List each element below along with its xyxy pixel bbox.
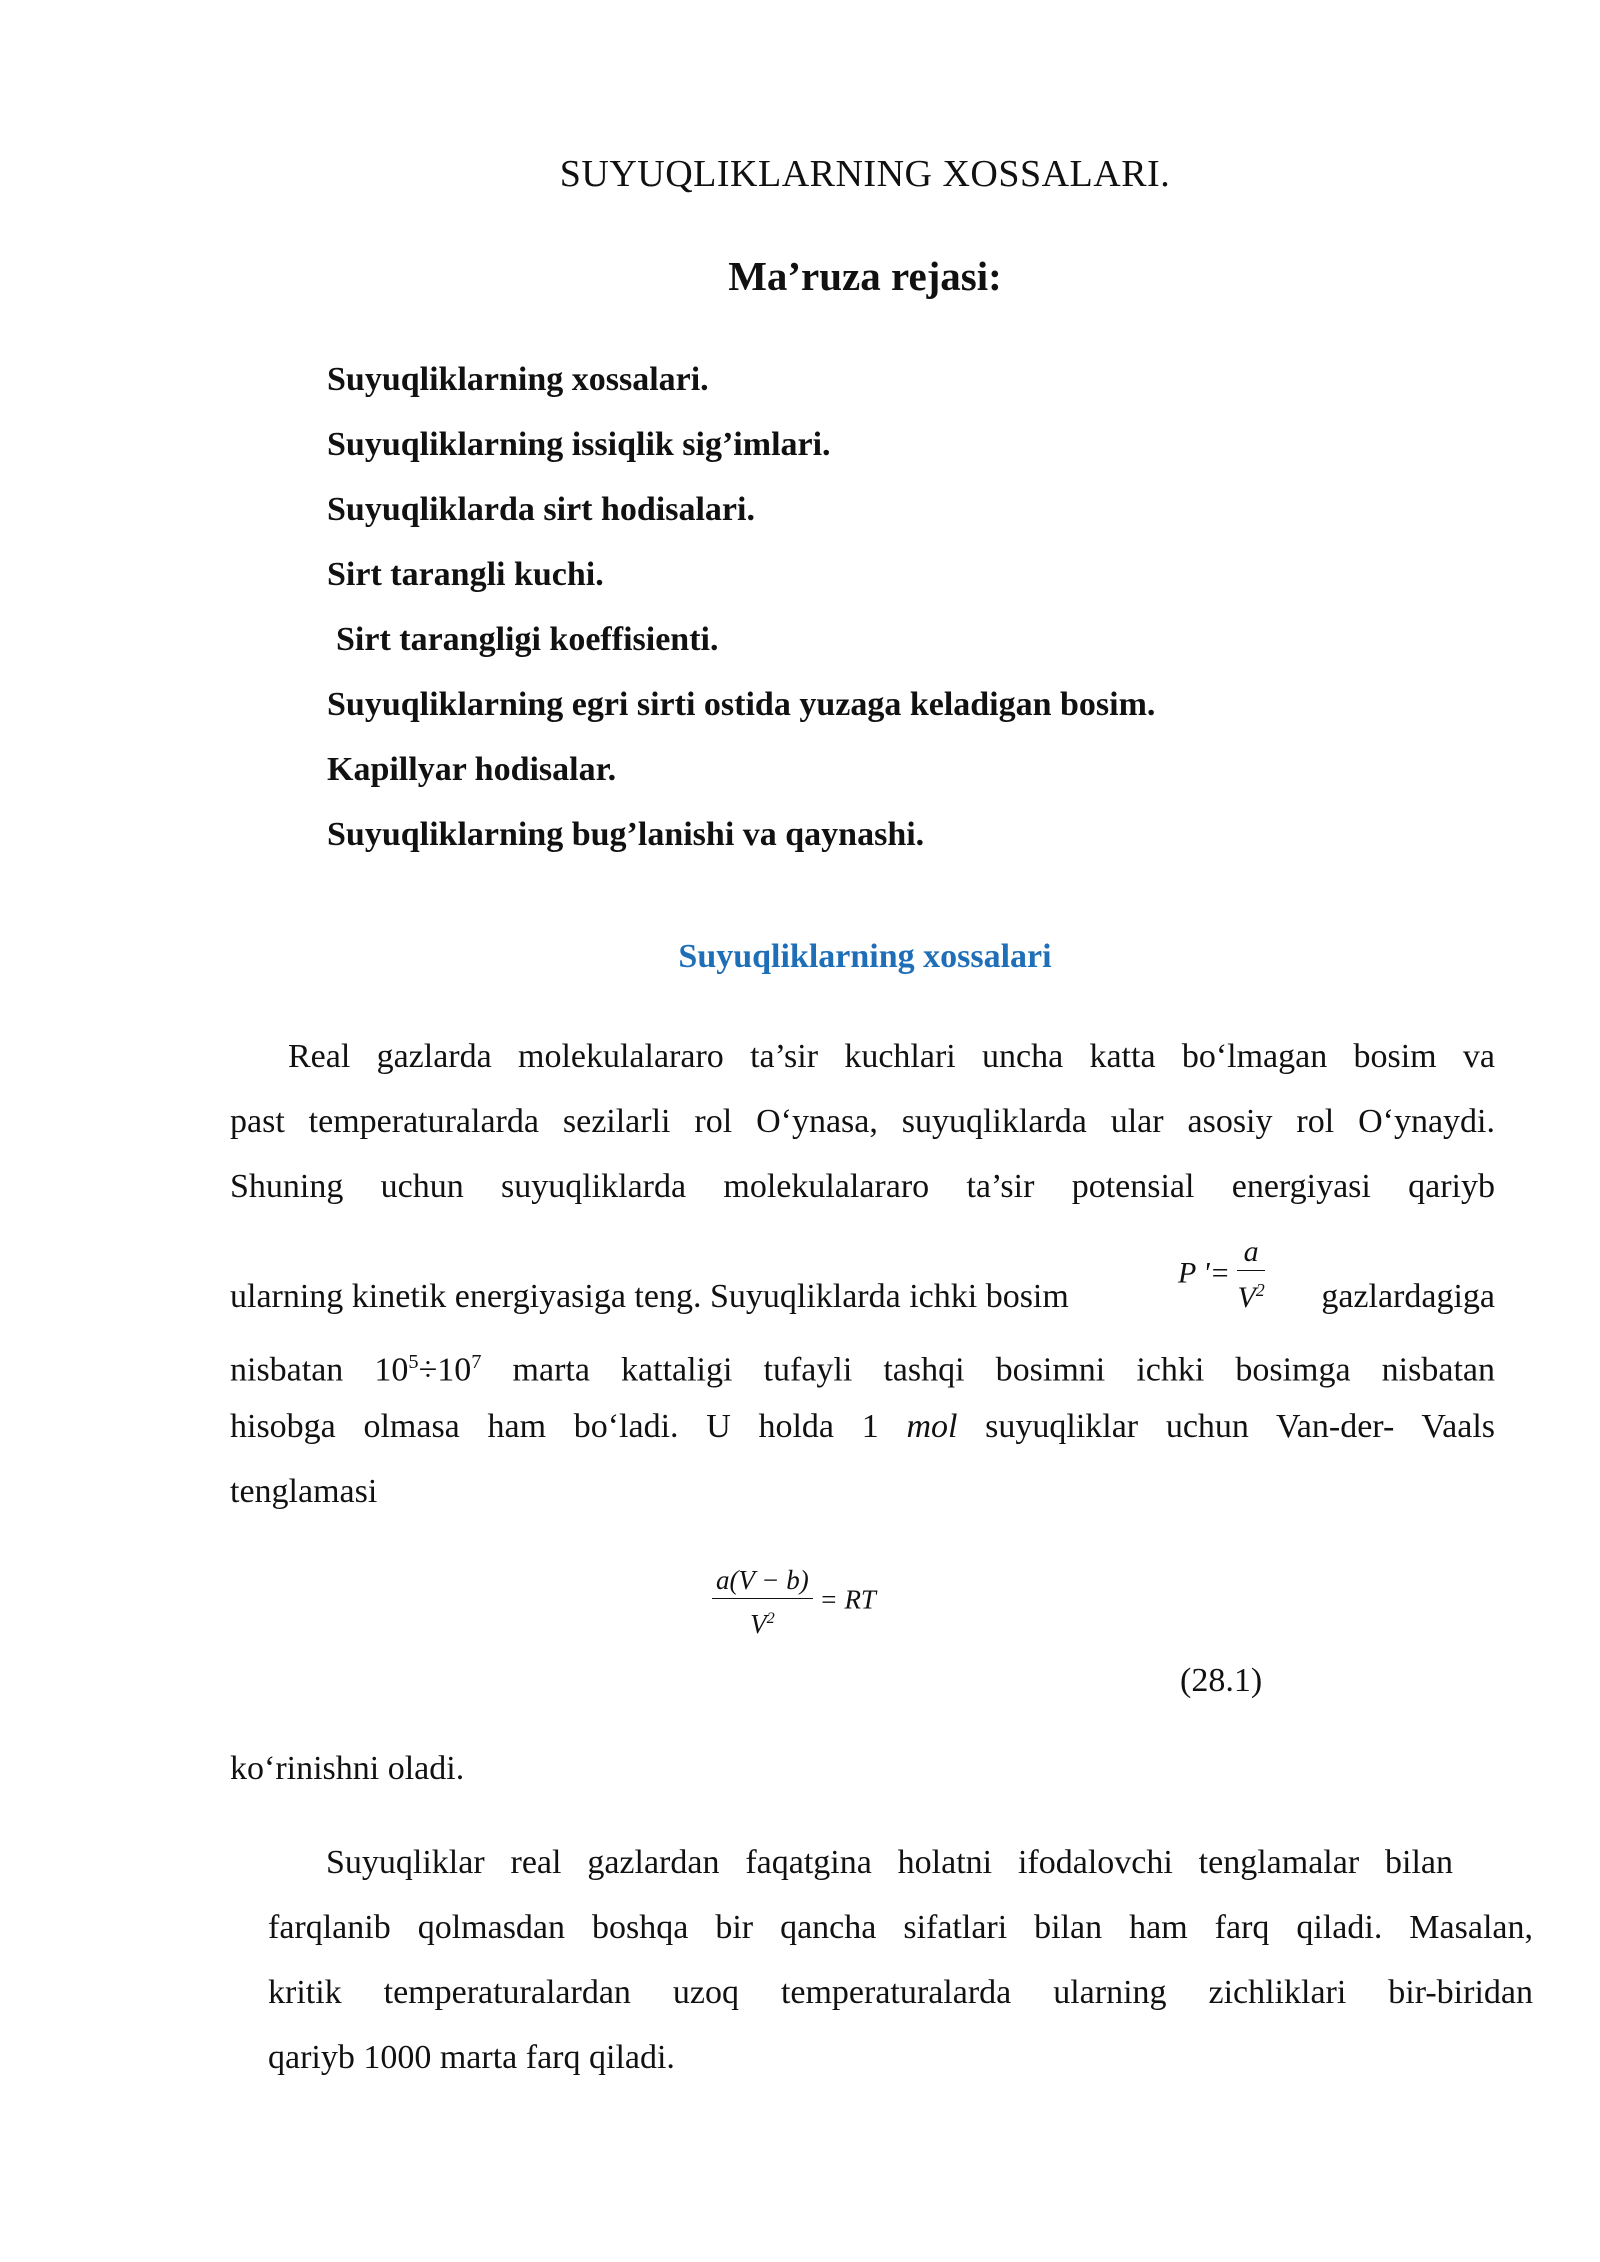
paragraph-line: Suyuqliklar real gazlardan faqatgina holatni ifodalovchi tenglamalar bilan xyxy=(326,1844,1453,1881)
lecture-plan-heading: Ma’ruza rejasi: xyxy=(728,253,1002,299)
paragraph-line: qariyb 1000 marta farq qiladi. xyxy=(268,2039,675,2076)
paragraph-line xyxy=(230,1402,1495,1452)
inline-text: suyuqliklar uchun Van-der- Vaals xyxy=(957,1408,1495,1445)
formula-denominator xyxy=(712,1599,813,1643)
paragraph-line: kritik temperaturalardan uzoq temperaturalarda ularning zichliklari bir-biridan xyxy=(268,1974,1533,2011)
inline-text: gazlardagiga xyxy=(1321,1278,1495,1315)
after-equation-text: ko‘rinishni oladi. xyxy=(230,1750,465,1787)
denominator-base: V xyxy=(1237,1281,1256,1314)
formula-numerator: a xyxy=(1237,1234,1264,1271)
inline-text: ularning kinetik energiyasiga teng. Suyuqliklarda ichki bosim xyxy=(230,1278,1069,1315)
paragraph-line xyxy=(230,1337,1495,1387)
van-der-waals-formula xyxy=(712,1562,876,1643)
paragraph-line: farqlanib qolmasdan boshqa bir qancha sifatlari bilan ham farq qiladi. Masalan, xyxy=(268,1909,1533,1946)
plan-item: Suyuqliklarda sirt hodisalari. xyxy=(327,491,755,528)
exponent: 2 xyxy=(1255,1280,1265,1300)
inline-text: marta kattaligi tufayli tashqi bosimni ichki bosimga nisbatan xyxy=(481,1351,1495,1389)
plan-item: Suyuqliklarning xossalari. xyxy=(327,361,709,398)
paragraph-line: past temperaturalarda sezilarli rol O‘ynasa, suyuqliklarda ular asosiy rol O‘ynaydi. xyxy=(230,1103,1495,1140)
paragraph-line: tenglamasi xyxy=(230,1473,378,1510)
plan-item: Kapillyar hodisalar. xyxy=(327,751,617,788)
paragraph-line: Shuning uchun suyuqliklarda molekulalararo ta’sir potensial energiyasi qariyb xyxy=(230,1168,1495,1205)
formula-numerator: a(V − b) xyxy=(712,1562,813,1599)
inline-text: hisobga olmasa ham bo‘ladi. U holda 1 xyxy=(230,1408,907,1445)
page-title: SUYUQLIKLARNING XOSSALARI. xyxy=(559,153,1171,195)
plan-item: Suyuqliklarning issiqlik sig’imlari. xyxy=(327,426,831,463)
exponent: 5 xyxy=(408,1351,419,1373)
formula-denominator xyxy=(1237,1271,1264,1317)
inline-text: nisbatan 10 xyxy=(230,1351,409,1389)
exponent: 2 xyxy=(766,1609,775,1627)
plan-item: Suyuqliklarning bug’lanishi va qaynashi. xyxy=(327,816,925,853)
paragraph-line xyxy=(230,1272,1495,1322)
plan-item: Sirt tarangligi koeffisienti. xyxy=(336,621,719,658)
italic-unit: mol xyxy=(906,1408,958,1445)
paragraph-line: Real gazlarda molekulalararo ta’sir kuchlari uncha katta bo‘lmagan bosim va xyxy=(288,1038,1495,1075)
lecture-plan-list xyxy=(327,352,1155,872)
formula-lhs: P '= xyxy=(1178,1256,1230,1290)
denominator-base: V xyxy=(750,1609,767,1639)
exponent: 7 xyxy=(471,1351,482,1373)
formula-fraction xyxy=(712,1562,813,1643)
plan-item: Suyuqliklarning egri sirti ostida yuzaga keladigan bosim. xyxy=(327,686,1156,723)
inline-text: ÷10 xyxy=(418,1351,472,1389)
formula-fraction xyxy=(1237,1234,1264,1317)
plan-item: Sirt tarangli kuchi. xyxy=(327,556,604,593)
section-heading: Suyuqliklarning xossalari xyxy=(678,938,1052,975)
equation-number: (28.1) xyxy=(1180,1662,1263,1699)
internal-pressure-formula xyxy=(1178,1234,1265,1317)
formula-rhs: = RT xyxy=(819,1584,876,1615)
